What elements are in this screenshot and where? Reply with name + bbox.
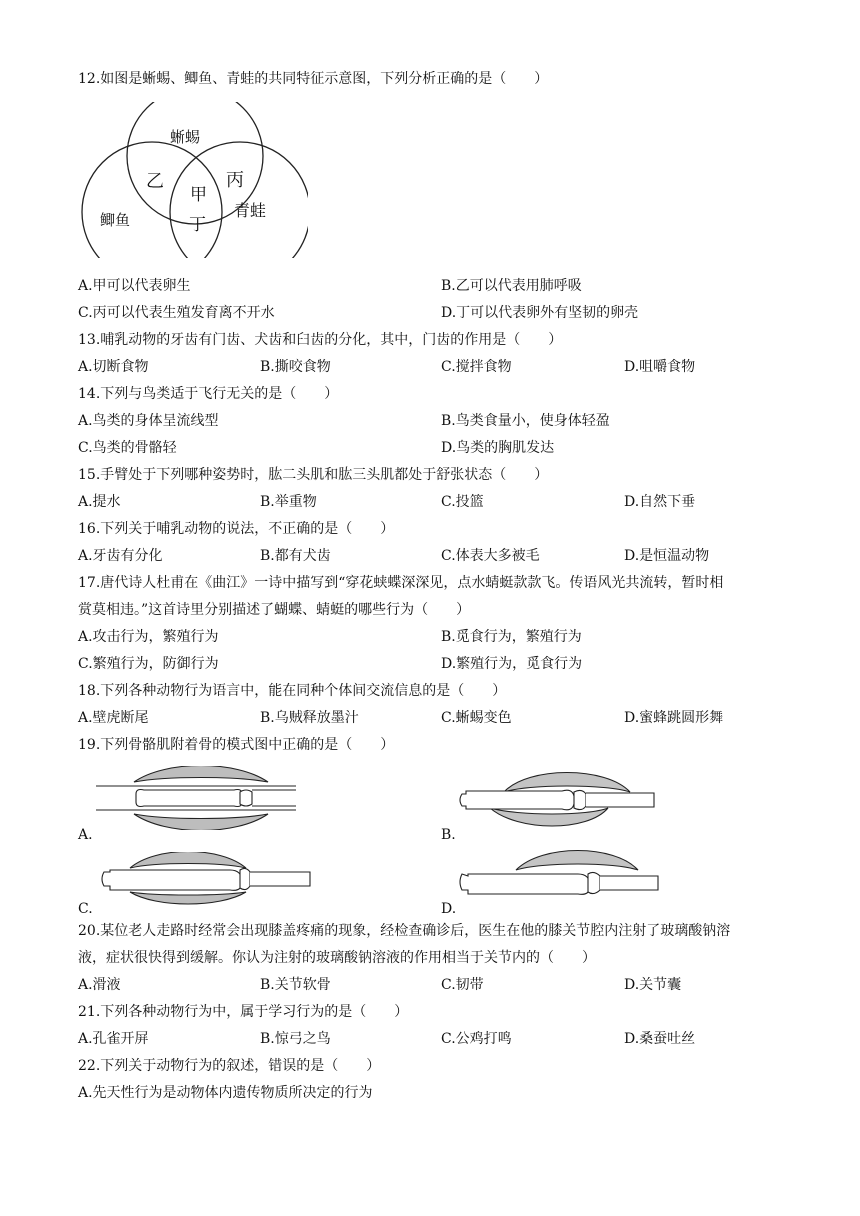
q16-option-c[interactable]: C.体表大多被毛	[441, 548, 540, 564]
q16-option-b[interactable]: B.都有犬齿	[260, 548, 331, 564]
q19-stem: 19.下列骨骼肌附着骨的模式图中正确的是（ ）	[78, 737, 395, 753]
q13-stem: 13.哺乳动物的牙齿有门齿、犬齿和臼齿的分化，其中，门齿的作用是（ ）	[78, 332, 563, 348]
q17-option-d[interactable]: D.繁殖行为，觅食行为	[441, 656, 583, 672]
q20-option-b[interactable]: B.关节软骨	[260, 977, 331, 993]
q12-option-c[interactable]: C.丙可以代表生殖发育离不开水	[78, 305, 275, 321]
q19-option-b[interactable]: B.	[441, 827, 456, 843]
q18-option-b[interactable]: B.乌贼释放墨汁	[260, 710, 359, 726]
q20-option-c[interactable]: C.韧带	[441, 977, 484, 993]
q19-option-a[interactable]: A.	[78, 827, 93, 843]
q18-option-c[interactable]: C.蜥蜴变色	[441, 710, 512, 726]
q18-option-d[interactable]: D.蜜蜂跳圆形舞	[624, 710, 724, 726]
q20-stem-line1: 20.某位老人走路时经常会出现膝盖疼痛的现象，经检查确诊后，医生在他的膝关节腔内注射了玻璃酸钠溶	[78, 923, 731, 939]
q22-option-a[interactable]: A.先天性行为是动物体内遗传物质所决定的行为	[78, 1085, 373, 1101]
q17-option-a[interactable]: A.攻击行为，繁殖行为	[78, 629, 219, 645]
q12-option-a[interactable]: A.甲可以代表卵生	[78, 278, 191, 294]
q21-option-c[interactable]: C.公鸡打鸣	[441, 1031, 512, 1047]
q16-option-a[interactable]: A.牙齿有分化	[78, 548, 163, 564]
q20-stem-line2: 液，症状很快得到缓解。你认为注射的玻璃酸钠溶液的作用相当于关节内的（ ）	[78, 950, 596, 966]
q15-option-d[interactable]: D.自然下垂	[624, 494, 696, 510]
q14-option-a[interactable]: A.鸟类的身体呈流线型	[78, 413, 219, 429]
q19-figure-d	[458, 848, 660, 906]
q19-figure-a	[96, 766, 296, 830]
q14-option-b[interactable]: B.鸟类食量小，使身体轻盈	[441, 413, 610, 429]
q19-option-c[interactable]: C.	[78, 901, 93, 917]
venn-region-jia: 甲	[190, 185, 207, 205]
q15-stem: 15.手臂处于下列哪种姿势时，肱二头肌和肱三头肌都处于舒张状态（ ）	[78, 467, 549, 483]
q17-option-c[interactable]: C.繁殖行为，防御行为	[78, 656, 219, 672]
q19-figure-b	[458, 770, 658, 830]
q17-stem-line2: 赏莫相违。”这首诗里分别描述了蝴蝶、蜻蜓的哪些行为（ ）	[78, 602, 471, 618]
q21-option-a[interactable]: A.孔雀开屏	[78, 1031, 149, 1047]
q12-option-b[interactable]: B.乙可以代表用肺呼吸	[441, 278, 582, 294]
venn-label-frog: 青蛙	[234, 201, 267, 220]
venn-region-yi: 乙	[146, 171, 164, 192]
q14-stem: 14.下列与鸟类适于飞行无关的是（ ）	[78, 386, 339, 402]
q15-option-a[interactable]: A.提水	[78, 494, 121, 510]
q13-option-d[interactable]: D.咀嚼食物	[624, 359, 696, 375]
venn-region-bing: 丙	[226, 170, 244, 191]
q17-stem-line1: 17.唐代诗人杜甫在《曲江》一诗中描写到“穿花蛱蝶深深见，点水蜻蜓款款飞。传语风光共流转，暂时相	[78, 575, 724, 591]
venn-region-ding: 丁	[189, 215, 206, 235]
q16-stem: 16.下列关于哺乳动物的说法，不正确的是（ ）	[78, 521, 395, 537]
venn-label-lizard: 蜥蜴	[170, 128, 201, 146]
q17-option-b[interactable]: B.觅食行为，繁殖行为	[441, 629, 582, 645]
q14-option-c[interactable]: C.鸟类的骨骼轻	[78, 440, 177, 456]
q18-option-a[interactable]: A.壁虎断尾	[78, 710, 149, 726]
q19-figure-c	[100, 852, 312, 906]
q19-option-d[interactable]: D.	[441, 901, 457, 917]
q18-stem: 18.下列各种动物行为语言中，能在同种个体间交流信息的是（ ）	[78, 683, 507, 699]
venn-diagram	[80, 102, 308, 258]
q15-option-b[interactable]: B.举重物	[260, 494, 317, 510]
q13-option-b[interactable]: B.撕咬食物	[260, 359, 331, 375]
q13-option-c[interactable]: C.搅拌食物	[441, 359, 512, 375]
q16-option-d[interactable]: D.是恒温动物	[624, 548, 710, 564]
q21-option-d[interactable]: D.桑蚕吐丝	[624, 1031, 696, 1047]
q21-stem: 21.下列各种动物行为中，属于学习行为的是（ ）	[78, 1004, 409, 1020]
q15-option-c[interactable]: C.投篮	[441, 494, 484, 510]
q22-stem: 22.下列关于动物行为的叙述，错误的是（ ）	[78, 1058, 381, 1074]
q13-option-a[interactable]: A.切断食物	[78, 359, 149, 375]
q12-stem: 12.如图是蜥蜴、鲫鱼、青蛙的共同特征示意图，下列分析正确的是（ ）	[78, 71, 549, 87]
q21-option-b[interactable]: B.惊弓之鸟	[260, 1031, 331, 1047]
q20-option-a[interactable]: A.滑液	[78, 977, 121, 993]
q14-option-d[interactable]: D.鸟类的胸肌发达	[441, 440, 555, 456]
q20-option-d[interactable]: D.关节囊	[624, 977, 682, 993]
venn-label-crucian: 鲫鱼	[100, 211, 131, 229]
q12-option-d[interactable]: D.丁可以代表卵外有坚韧的卵壳	[441, 305, 639, 321]
